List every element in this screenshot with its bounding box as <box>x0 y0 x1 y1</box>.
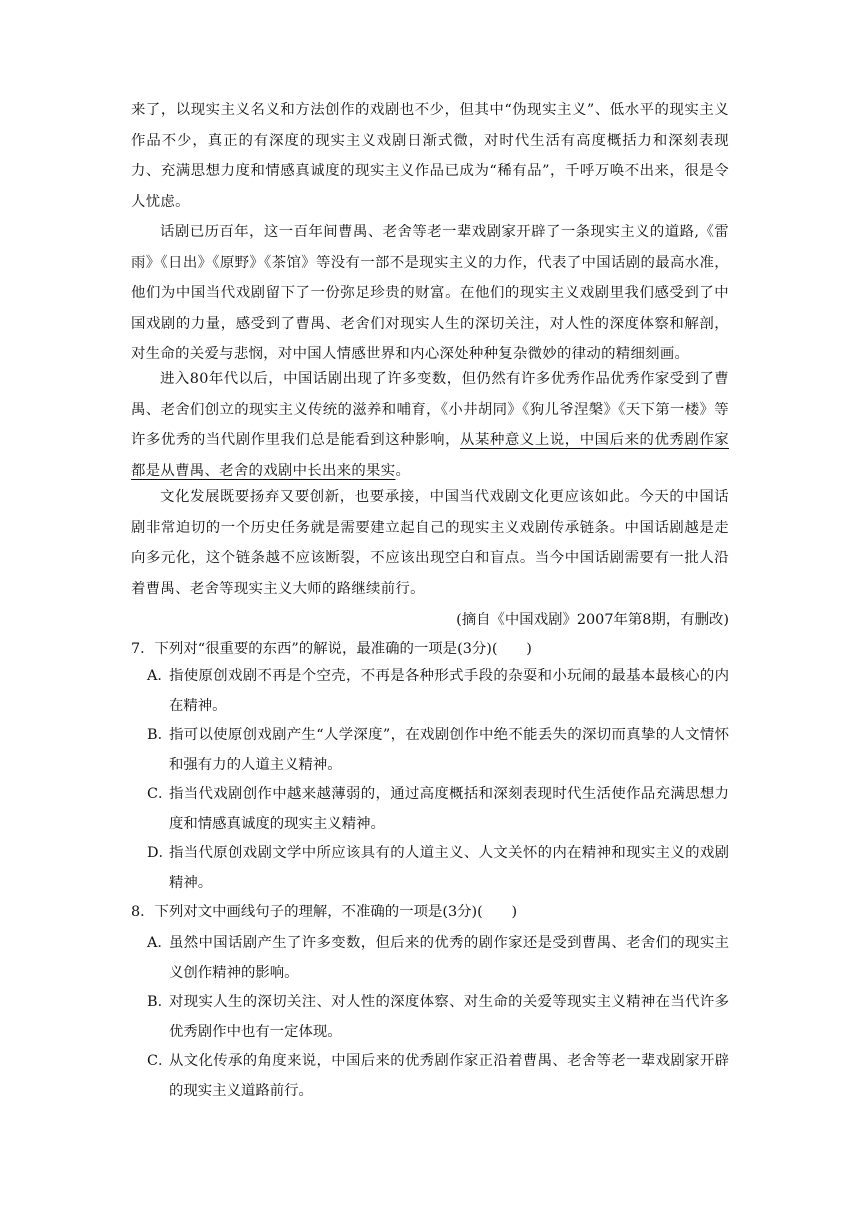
question-8-option-c[interactable] <box>147 1046 729 1106</box>
option-letter: D． <box>147 845 173 861</box>
passage-source: (摘自《中国戏剧》2007年第8期，有删改) <box>456 612 729 628</box>
passage-paragraph-4: 文化发展既要扬弃又要创新，也要承接，中国当代戏剧文化更应该如此。今天的中国话剧非常迫切的一个历史任务就是需要建立起自己的现实主义戏剧传承链条。中国话剧越是走向多元化，这个链条越不应该断裂，不应该出现空白和盲点。当今中国话剧需要有一批人沿着曹禺、老舍等现实主义大师的路继续前行。 <box>131 489 729 597</box>
option-text: 对现实人生的深切关注、对人性的深度体察、对生命的关爱等现实主义精神在当代许多优秀剧作中也有一定体现。 <box>169 994 729 1040</box>
option-letter: A． <box>147 668 172 684</box>
question-7-option-a[interactable] <box>147 661 729 721</box>
paragraph-3-end: 。 <box>395 462 411 479</box>
option-text: 从文化传承的角度来说，中国后来的优秀剧作家正沿着曹禺、老舍等老一辈戏剧家开辟的现实主义道路前行。 <box>169 1053 729 1099</box>
question-8-option-a[interactable] <box>147 928 729 988</box>
option-text: 虽然中国话剧产生了许多变数，但后来的优秀的剧作家还是受到曹禺、老舍们的现实主义创作精神的影响。 <box>169 935 729 981</box>
passage-paragraph-1: 来了，以现实主义名义和方法创作的戏剧也不少，但其中“伪现实主义”、低水平的现实主义作品不少，真正的有深度的现实主义戏剧日渐式微，对时代生活有高度概括力和深刻表现力、充满思想力度和情感真诚度的现实主义作品已成为“稀有品”，千呼万唤不出来，很是令人忧虑。 <box>131 102 729 210</box>
option-text: 指当代戏剧创作中越来越薄弱的，通过高度概括和深刻表现时代生活使作品充满思想力度和情感真诚度的现实主义精神。 <box>169 786 729 832</box>
option-letter: B． <box>147 994 172 1010</box>
passage-paragraph-3 <box>131 364 729 486</box>
question-7-stem: 7．下列对“很重要的东西”的解说，最准确的一项是(3分)( ) <box>131 641 532 657</box>
passage-paragraph-2: 话剧已历百年，这一百年间曹禺、老舍等老一辈戏剧家开辟了一条现实主义的道路,《雷雨》《日出》《原野》《茶馆》等没有一部不是现实主义的力作，代表了中国话剧的最高水准，他们为中国当代戏剧留下了一份弥足珍贵的财富。在他们的现实主义戏剧里我们感受到了中国戏剧的力量，感受到了曹禺、老舍们对现实人生的深切关注，对人性的深度体察和解剖，对生命的关爱与悲悯，对中国人情感世界和内心深处种种复杂微妙的律动的精细刻画。 <box>131 224 729 362</box>
underlined-sentence: 从某种意义上说，中国后来的优秀剧作家都是从曹禺、老舍的戏剧中长出来的果实 <box>131 432 729 479</box>
option-text: 指可以使原创戏剧产生“人学深度”，在戏剧创作中绝不能丢失的深切而真挚的人文情怀和强有力的人道主义精神。 <box>169 727 729 773</box>
question-8-option-b[interactable] <box>147 987 729 1047</box>
option-letter: C． <box>147 1053 173 1069</box>
option-letter: C． <box>147 786 173 802</box>
question-7-option-d[interactable] <box>147 838 729 898</box>
option-letter: B． <box>147 727 172 743</box>
option-text: 指使原创戏剧不再是个空壳，不再是各种形式手段的杂耍和小玩闹的最基本最核心的内在精神。 <box>169 668 729 714</box>
option-letter: A． <box>147 935 172 951</box>
option-text: 指当代原创戏剧文学中所应该具有的人道主义、人文关怀的内在精神和现实主义的戏剧精神。 <box>169 845 729 891</box>
question-8-stem: 8．下列对文中画线句子的理解，不准确的一项是(3分)( ) <box>131 904 518 920</box>
question-7-option-b[interactable] <box>147 720 729 780</box>
question-7-option-c[interactable] <box>147 779 729 839</box>
paragraph-3-text: 进入80年代以后，中国话剧出现了许多变数，但仍然有许多优秀作品优秀作家受到了曹禺、老舍们创立的现实主义传统的滋养和哺育，《小井胡同》《狗儿爷涅槃》《天下第一楼》等许多优秀的当代剧作里我们总是能看到这种影响， <box>131 371 729 448</box>
